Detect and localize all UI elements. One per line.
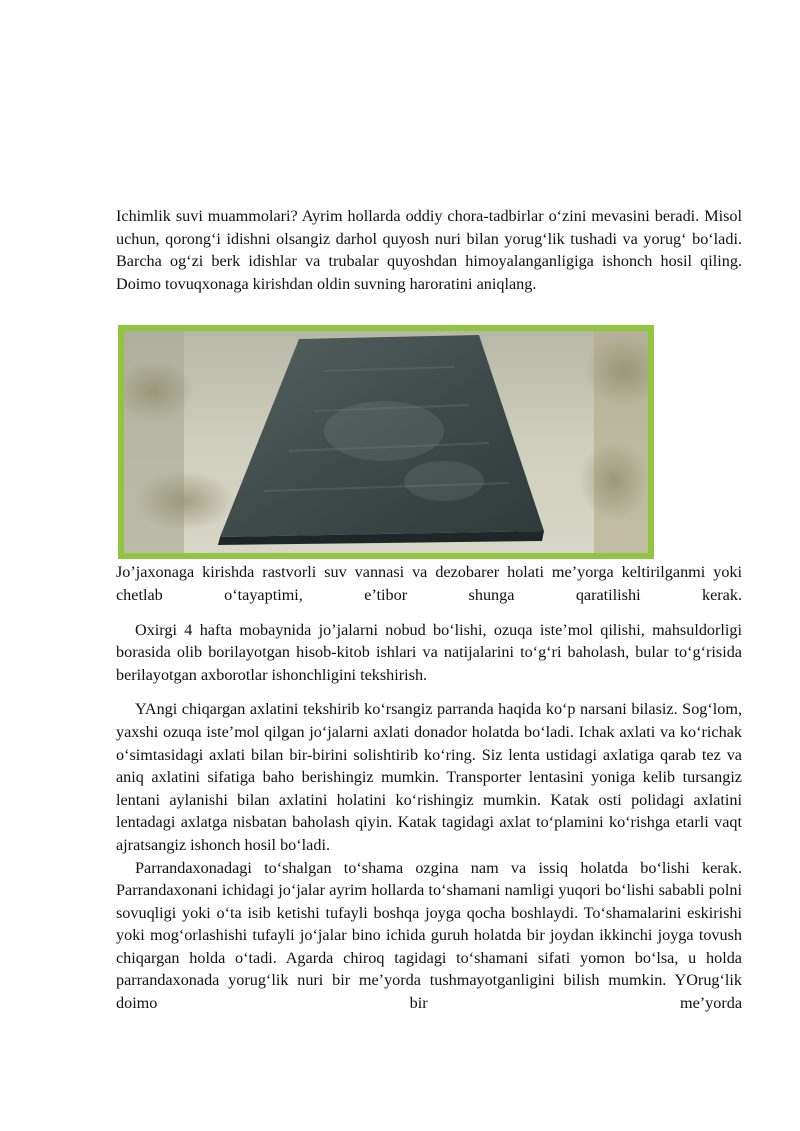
disinfection-mat-photo bbox=[118, 325, 654, 559]
disinfection-mat-illustration bbox=[124, 331, 648, 553]
figure-caption: Jo’jaxonaga kirishda rastvorli suv vannasi va dezobarer holati me’yorga keltirilganmi yoki chetlab o‘tayaptimi, e’tibor shunga qaratilishi kerak. bbox=[116, 563, 742, 604]
paragraph-intro: Ichimlik suvi muammolari? Ayrim hollarda oddiy chora-tadbirlar o‘zini mevasini beradi. Misol uchun, qorong‘i idishni olsangiz darhol quyosh nuri bilan yorug‘lik tushadi va yorug‘ bo‘ladi. Barcha og‘zi berk idishlar va trubalar quyoshdan himoyalanganligiga ishonch hosil qiling. Doimo tovuqxonaga kirishdan oldin suvning haroratini aniqlang. bbox=[116, 207, 742, 293]
paragraph-litter: Parrandaxonadagi to‘shalgan to‘shama ozgina nam va issiq holatda bo‘lishi kerak. Parrandaxonani ichidagi jo‘jalar ayrim hollarda to‘shamani namligi yuqori bo‘lishi sababli polni sovuqligi yoki o‘ta isib ketishi tufayli boshqa joyga qocha boshlaydi. To‘shamalarini eskirishi yoki mog‘orlashishi tufayli jo‘jalar bino ichida guruh holatda bir joydan ikkinchi joyga tovush chiqargan holda o‘tadi. Agarda chiroq tagidagi to‘shamani sifati yomon bo‘lsa, u holda parrandaxonada yorug‘lik nuri bir me’yorda tushmayotganligini bilish mumkin. YOrug‘lik doimo bir me’yorda bbox=[116, 858, 742, 1013]
paragraph-mortality: Oxirgi 4 hafta mobaynida jo’jalarni nobud bo‘lishi, ozuqa iste’mol qilishi, mahsuldorligi borasida olib borilayotgan hisob-kitob ishlari va natijalarini to‘g‘ri baholash, bular to‘g‘risida berilayotgan axborotlar ishonchligini tekshirish. bbox=[116, 620, 742, 684]
page-body bbox=[116, 205, 742, 1015]
paragraph-droppings: YAngi chiqargan axlatini tekshirib ko‘rsangiz parranda haqida ko‘p narsani bilasiz. Sog‘lom, yaxshi ozuqa iste’mol qilgan jo‘jalarni axlati donador holatda bo‘ladi. Ichak axlati va ko‘richak o‘simtasidagi axlati bilan bir-birini solishtirib ko‘ring. Siz lenta ustidagi axlatiga qarab tez va aniq axlatini sifatiga baho berishingiz mumkin. Transporter lentasini yoniga kelib tursangiz lentani aylanishi bilan axlatini holatini ko‘rishingiz mumkin. Katak osti polidagi axlatini lentadagi axlatga nisbatan baholash qiyin. Katak tagidagi axlat to‘plamini ko‘rishga etarli vaqt ajratsangiz ishonch hosil bo‘ladi. bbox=[116, 700, 742, 854]
